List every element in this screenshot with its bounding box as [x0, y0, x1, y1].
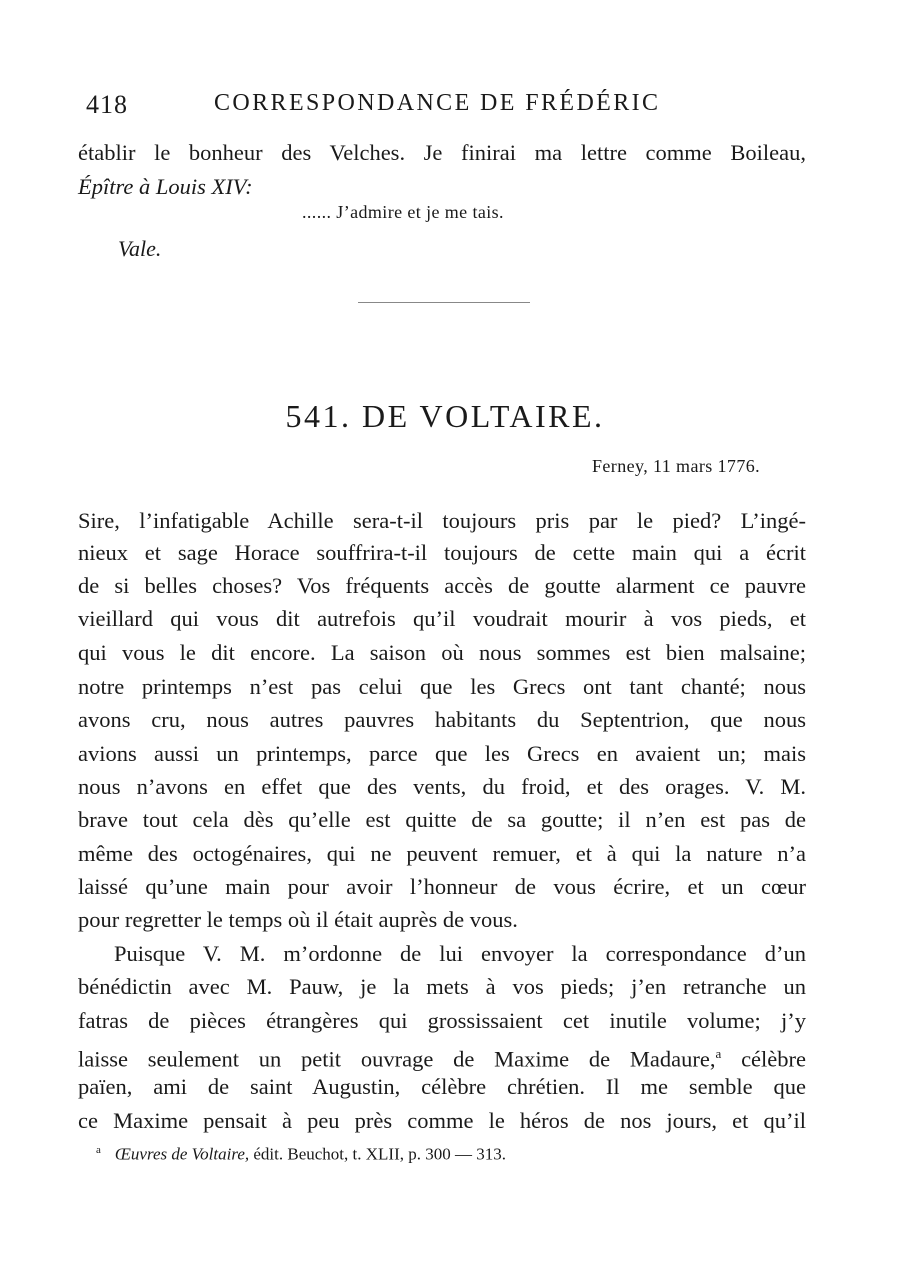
text-line: Puisque V. M. m’ordonne de lui envoyer la correspondance d’un — [114, 941, 806, 966]
text-line: païen, ami de saint Augustin, célèbre chrétien. Il me semble que — [78, 1074, 806, 1099]
text-line: Sire, l’infatigable Achille sera-t-il toujours pris par le pied? L’ingé- — [78, 508, 806, 533]
footnote-mark: a — [96, 1144, 101, 1156]
text-line: notre printemps n’est pas celui que les Grecs ont tant chanté; nous — [78, 674, 806, 699]
text-line: même des octogénaires, qui ne peuvent remuer, et à qui la nature n’a — [78, 841, 806, 866]
text-line: ce Maxime pensait à peu près comme le héros de nos jours, et qu’il — [78, 1108, 806, 1133]
text-line: qui vous le dit encore. La saison où nous sommes est bien malsaine; — [78, 640, 806, 665]
verse-quotation: ...... J’admire et je me tais. — [302, 202, 504, 222]
text-line: nous n’avons en effet que des vents, du froid, et des orages. V. M. — [78, 774, 806, 799]
text-fragment: célèbre — [741, 1046, 807, 1072]
text-line: de si belles choses? Vos fréquents accès de goutte alarment ce pauvre — [78, 573, 806, 598]
text-fragment: laisse seulement un petit ouvrage de Maxime de Madaure, — [78, 1046, 716, 1072]
footnote-reference: a — [715, 1046, 722, 1061]
footnote — [96, 1144, 506, 1165]
text-line: fatras de pièces étrangères qui grossissaient cet inutile volume; j’y — [78, 1008, 806, 1033]
text-line: pour regretter le temps où il était auprès de vous. — [78, 907, 518, 932]
running-head — [82, 88, 822, 124]
text-line: bénédictin avec M. Pauw, je la mets à vos pieds; j’en retranche un — [78, 974, 806, 999]
text-line: nieux et sage Horace souffrira-t-il toujours de cette main qui a écrit — [78, 540, 806, 565]
footnote-details: édit. Beuchot, t. XLII, p. 300 — 313. — [253, 1144, 506, 1164]
text-line: avons cru, nous autres pauvres habitants du Septentrion, que nous — [78, 707, 806, 732]
text-line: laissé qu’une main pour avoir l’honneur de vous écrire, et un cœur — [78, 874, 806, 899]
letter-title: 541. DE VOLTAIRE. — [285, 398, 605, 434]
text-line: avions aussi un printemps, parce que les Grecs en avaient un; mais — [78, 741, 806, 766]
footnote-work-title: Œuvres de Voltaire, — [114, 1144, 250, 1164]
text-line: établir le bonheur des Velches. Je finirai ma lettre comme Boileau, — [78, 140, 806, 165]
page-number: 418 — [86, 90, 128, 119]
dateline: Ferney, 11 mars 1776. — [592, 456, 761, 476]
text-line: vieillard qui vous dit autrefois qu’il voudrait mourir à vos pieds, et — [78, 606, 806, 631]
section-divider — [358, 302, 530, 303]
text-line: Épître à Louis XIV: — [78, 174, 253, 199]
running-title: CORRESPONDANCE DE FRÉDÉRIC — [214, 90, 661, 116]
closing-vale: Vale. — [118, 236, 162, 261]
text-line: brave tout cela dès qu’elle est quitte de sa goutte; il n’en est pas de — [78, 807, 806, 832]
